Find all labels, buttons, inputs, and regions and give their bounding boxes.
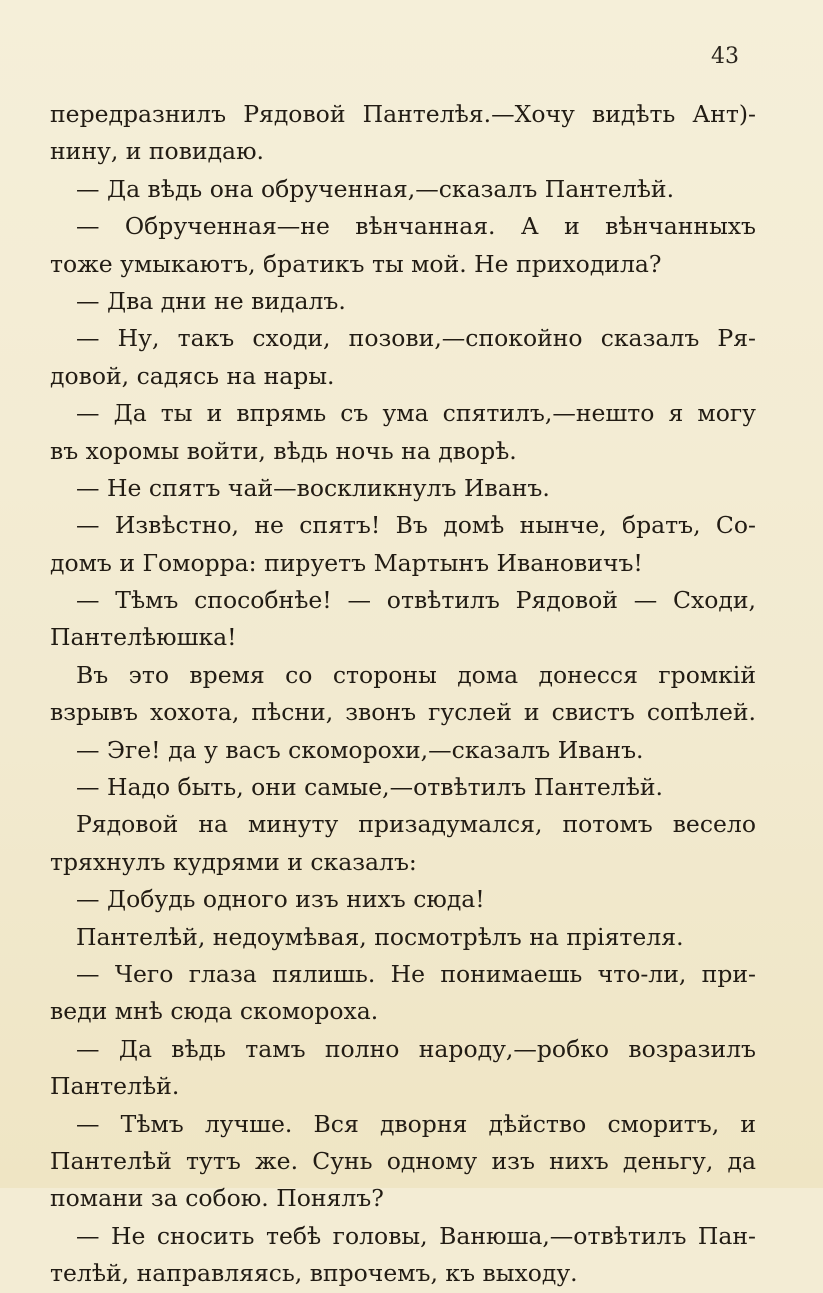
text-line: — Да ты и впрямь съ ума спятилъ,—нешто я могу bbox=[76, 399, 756, 428]
page-number: 43 bbox=[711, 44, 739, 69]
text-line: — Два дни не видалъ. bbox=[76, 286, 346, 315]
text-line: — Извѣстно, не спятъ! Въ домѣ нынче, братъ, Со- bbox=[76, 511, 756, 540]
text-line: — Да вѣдь она обрученная,—сказалъ Пантелѣй. bbox=[76, 174, 675, 203]
text-line: довой, садясь на нары. bbox=[50, 361, 335, 390]
text-line: домъ и Гоморра: пируетъ Мартынъ Ивановичъ! bbox=[50, 548, 643, 577]
text-line: Рядовой на минуту призадумался, потомъ весело bbox=[76, 810, 756, 839]
text-line: — Добудь одного изъ нихъ сюда! bbox=[76, 885, 485, 914]
page-body-text bbox=[50, 96, 756, 1293]
text-line: — Не спятъ чай—воскликнулъ Иванъ. bbox=[76, 473, 550, 502]
text-line: телѣй, направляясь, впрочемъ, къ выходу. bbox=[50, 1259, 578, 1288]
text-line: взрывъ хохота, пѣсни, звонъ гуслей и свистъ сопѣлей. bbox=[50, 698, 756, 727]
text-line: — Тѣмъ способнѣе! — отвѣтилъ Рядовой — Сходи, bbox=[76, 586, 756, 615]
text-line: тоже умыкаютъ, братикъ ты мой. Не приходила? bbox=[50, 249, 662, 278]
text-line: — Ну, такъ сходи, позови,—спокойно сказалъ Ря- bbox=[76, 324, 756, 353]
text-line: — Да вѣдь тамъ полно народу,—робко возразилъ bbox=[76, 1034, 756, 1063]
text-line: нину, и повидаю. bbox=[50, 137, 265, 166]
text-line: — Обрученная—не вѣнчанная. А и вѣнчанныхъ bbox=[76, 212, 756, 241]
text-line: Пантелѣюшка! bbox=[50, 623, 237, 652]
text-line: — Надо быть, они самые,—отвѣтилъ Пантелѣй. bbox=[76, 773, 663, 802]
text-line: веди мнѣ сюда скомороха. bbox=[50, 997, 379, 1026]
text-line: — Эге! да у васъ скоморохи,—сказалъ Иванъ. bbox=[76, 735, 644, 764]
text-line: тряхнулъ кудрями и сказалъ: bbox=[50, 847, 417, 876]
text-line: передразнилъ Рядовой Пантелѣя.—Хочу видѣть Ант)- bbox=[50, 100, 756, 128]
text-line: Въ это время со стороны дома донесся громкій bbox=[76, 660, 756, 689]
text-line: Пантелѣй тутъ же. Сунь одному изъ нихъ деньгу, да bbox=[50, 1146, 756, 1175]
text-line: въ хоромы войти, вѣдь ночь на дворѣ. bbox=[50, 436, 517, 465]
text-line: помани за собою. Понялъ? bbox=[50, 1184, 384, 1213]
text-line: — Чего глаза пялишь. Не понимаешь что-ли, при- bbox=[76, 959, 756, 988]
text-line: — Не сносить тебѣ головы, Ванюша,—отвѣтилъ Пан- bbox=[76, 1221, 756, 1250]
text-line: Пантелѣй. bbox=[50, 1072, 180, 1101]
text-line: — Тѣмъ лучше. Вся дворня дѣйство сморитъ, и bbox=[76, 1109, 756, 1138]
text-line: Пантелѣй, недоумѣвая, посмотрѣлъ на пріятеля. bbox=[76, 922, 684, 951]
